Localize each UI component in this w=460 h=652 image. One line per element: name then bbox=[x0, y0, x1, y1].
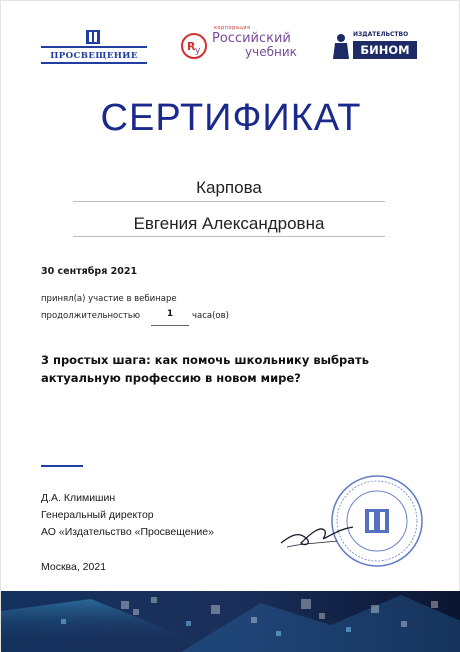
recipient-given-names: Евгения Александровна bbox=[133, 214, 325, 233]
duration-unit: часа(ов) bbox=[192, 311, 229, 321]
binom-logo bbox=[329, 31, 421, 63]
signatory-name: Д.А. Климишин bbox=[41, 492, 116, 504]
signature-icon bbox=[277, 513, 357, 553]
svg-text:R: R bbox=[187, 40, 196, 53]
ru-emblem-icon bbox=[179, 31, 209, 61]
duration-underline bbox=[151, 325, 189, 326]
rus-logo-line1: Российский bbox=[212, 31, 291, 46]
signatory-organization: АО «Издательство «Просвещение» bbox=[41, 526, 214, 538]
certificate-title: СЕРТИФИКАТ bbox=[100, 97, 362, 139]
participation-text: принял(а) участие в вебинаре bbox=[41, 294, 177, 304]
signatory-position: Генеральный директор bbox=[41, 509, 154, 521]
signatory-divider bbox=[41, 465, 83, 467]
surname-rule bbox=[73, 201, 385, 202]
prosveshchenie-logo bbox=[41, 29, 147, 65]
binom-wordmark: БИНОМ bbox=[353, 41, 417, 59]
footer-decoration bbox=[1, 591, 460, 652]
given-names-rule bbox=[73, 236, 385, 237]
webinar-title: 3 простых шага: как помочь школьнику выбрать актуальную профессию в новом мире? bbox=[41, 353, 369, 385]
rus-logo-line2: учебник bbox=[245, 45, 297, 59]
prosveshchenie-emblem-icon bbox=[85, 29, 101, 45]
event-date: 30 сентября 2021 bbox=[41, 266, 138, 277]
recipient-surname: Карпова bbox=[196, 178, 262, 197]
prosveshchenie-logo-text: ПРОСВЕЩЕНИЕ bbox=[50, 51, 138, 61]
place-and-year: Москва, 2021 bbox=[41, 561, 107, 573]
binom-figure-icon bbox=[331, 33, 353, 61]
rus-logo-sup: корпорация bbox=[214, 25, 251, 31]
russian-textbook-logo bbox=[179, 25, 305, 65]
duration-value: 1 bbox=[166, 309, 174, 319]
svg-text:y: y bbox=[195, 46, 201, 56]
duration-label: продолжительностью bbox=[41, 311, 141, 321]
binom-subtitle: ИЗДАТЕЛЬСТВО bbox=[353, 31, 409, 38]
